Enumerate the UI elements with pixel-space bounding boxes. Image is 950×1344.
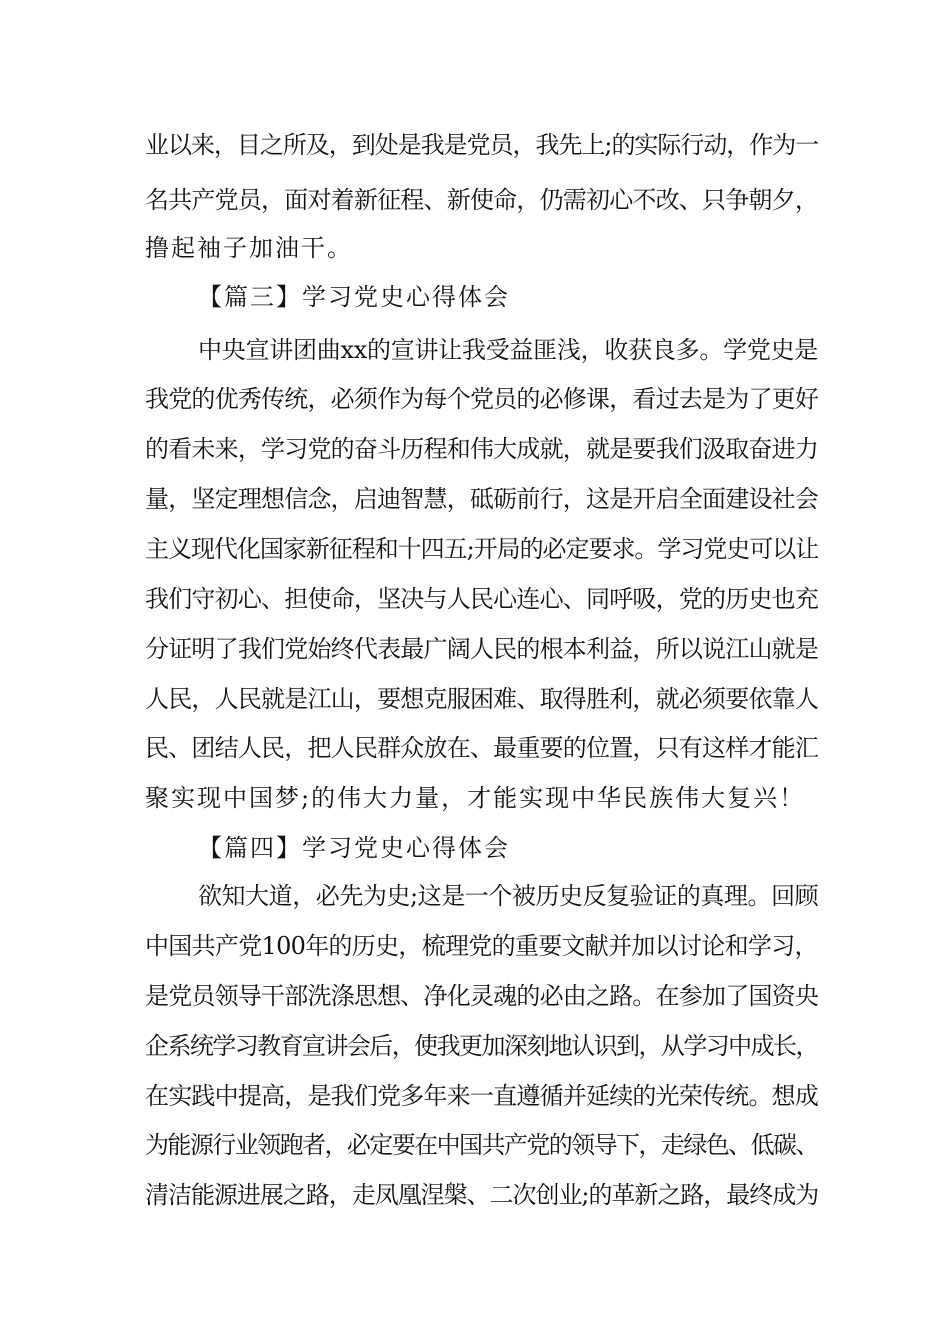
text-line: 清洁能源进展之路，走凤凰涅槃、二次创业;的革新之路，最终成为 [145,1181,819,1209]
text-line: 中央宣讲团曲xx的宣讲让我受益匪浅，收获良多。学党史是 [198,336,819,364]
text-line: 我们守初心、担使命，坚决与人民心连心、同呼吸，党的历史也充 [145,585,819,613]
text-line: 是党员领导干部洗涤思想、净化灵魂的必由之路。在参加了国资央 [145,982,819,1010]
text-line: 企系统学习教育宣讲会后，使我更加深刻地认识到，从学习中成长， [145,1032,818,1060]
text-line: 聚实现中国梦;的伟大力量，才能实现中华民族伟大复兴！ [145,784,806,812]
text-line: 欲知大道，必先为史;这是一个被历史反复验证的真理。回顾 [198,882,819,910]
text-line: 中国共产党100年的历史，梳理党的重要文献并加以讨论和学习， [145,932,818,960]
text-line: 为能源行业领跑者，必定要在中国共产党的领导下，走绿色、低碳、 [145,1131,818,1159]
text-line: 量，坚定理想信念，启迪智慧，砥砺前行，这是开启全面建设社会 [145,485,819,513]
text-line: 分证明了我们党始终代表最广阔人民的根本利益，所以说江山就是 [145,635,819,663]
text-line: 人民，人民就是江山，要想克服困难、取得胜利，就必须要依靠人 [145,685,819,713]
text-line: 民、团结人民，把人民群众放在、最重要的位置，只有这样才能汇 [145,734,819,762]
text-line: 我党的优秀传统，必须作为每个党员的必修课，看过去是为了更好 [145,385,819,413]
text-line: 在实践中提高，是我们党多年来一直遵循并延续的光荣传统。想成 [145,1082,819,1110]
section-heading: 【篇三】学习党史心得体会 [198,283,510,311]
text-line: 的看未来，学习党的奋斗历程和伟大成就，就是要我们汲取奋进力 [145,435,819,463]
text-line: 撸起袖子加油干。 [145,234,353,262]
text-line: 业以来，目之所及，到处是我是党员，我先上;的实际行动，作为一 [145,131,819,159]
section-heading: 【篇四】学习党史心得体会 [198,834,510,862]
text-line: 主义现代化国家新征程和十四五;开局的必定要求。学习党史可以让 [145,535,819,563]
text-line: 名共产党员，面对着新征程、新使命，仍需初心不改、只争朝夕， [145,186,819,214]
